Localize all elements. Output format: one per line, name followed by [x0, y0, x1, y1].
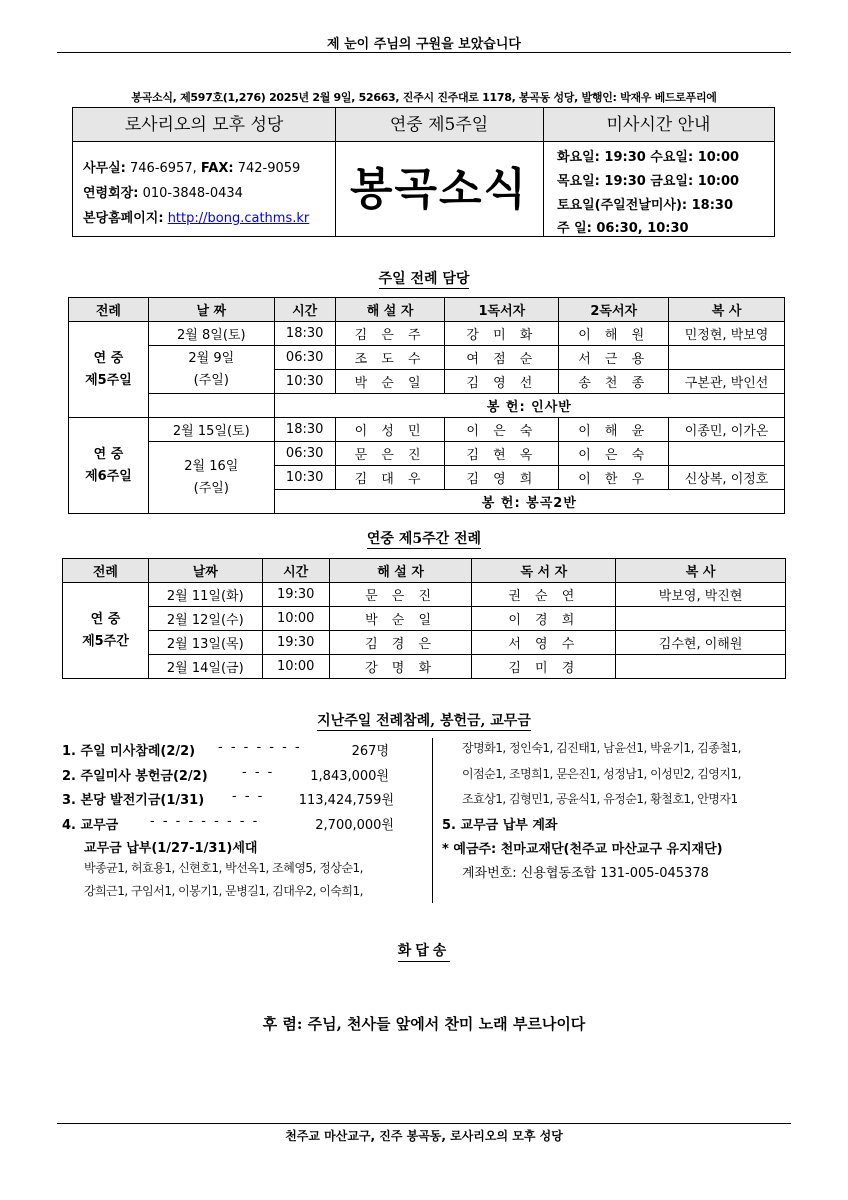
date-cell: 2월 9일 (주일) — [148, 346, 274, 394]
account-number: 계좌번호: 신용협동조합 131-005-045378 — [462, 866, 709, 881]
fax-label: FAX: — [200, 161, 234, 176]
response-refrain: 후 렴: 주님, 천사들 앞에서 찬미 노래 부르나이다 — [262, 1015, 586, 1033]
reader1-cell: 여 점 순 — [445, 346, 559, 370]
col-header: 전례 — [63, 559, 149, 583]
col-header: 해 설 자 — [335, 298, 445, 322]
homepage — [83, 207, 309, 226]
office-contact — [83, 157, 300, 176]
reader2-cell: 이 은 숙 — [559, 442, 669, 466]
homepage-label: 본당홈페이지: — [83, 211, 164, 226]
reader2-cell: 이 한 우 — [559, 466, 669, 490]
reader-cell: 이 경 희 — [472, 607, 616, 631]
mass-time-line: 화요일: 19:30 수요일: 10:00 — [557, 150, 740, 165]
table-row — [63, 583, 786, 607]
stat-label: 4. 교무금 — [62, 818, 119, 833]
offering-cell: 봉 헌: 봉곡2반 — [274, 490, 784, 514]
col-header: 전례 — [69, 298, 149, 322]
payers-title: 교무금 납부(1/27-1/31)세대 — [84, 841, 258, 856]
server-cell: 민정현, 박보영 — [669, 322, 785, 346]
date-cell: 2월 15일(토) — [148, 418, 274, 442]
reader-cell: 서 영 수 — [472, 631, 616, 655]
time-cell: 06:30 — [274, 442, 335, 466]
liturgy-group: 연 중 제5주일 — [69, 322, 149, 418]
payer-list: 박종균1, 허효용1, 신현호1, 박선옥1, 조혜영5, 정상순1, — [84, 861, 363, 875]
col-header: 시간 — [274, 298, 335, 322]
commentator-cell: 문 은 진 — [335, 442, 445, 466]
table-row — [69, 394, 785, 418]
council-contact — [83, 182, 243, 201]
time-cell: 10:00 — [262, 607, 329, 631]
time-cell: 18:30 — [274, 418, 335, 442]
col-header: 복 사 — [669, 298, 785, 322]
weekday-liturgy-title: 연중 제5주간 전례 — [366, 531, 482, 547]
col-header: 날짜 — [148, 559, 262, 583]
time-cell: 10:00 — [262, 655, 329, 679]
server-cell — [669, 442, 785, 466]
date-cell: 2월 14일(금) — [148, 655, 262, 679]
stat-dash: - - - - - - - — [218, 740, 302, 755]
council-number: 010-3848-0434 — [142, 186, 243, 201]
table-row — [63, 631, 786, 655]
col-header: 2독서자 — [559, 298, 669, 322]
mass-schedule-title: 미사시간 안내 — [606, 115, 711, 135]
commentator-cell: 김 대 우 — [335, 466, 445, 490]
parish-name: 로사리오의 모후 성당 — [124, 115, 284, 135]
time-cell: 10:30 — [274, 466, 335, 490]
time-cell: 18:30 — [274, 322, 335, 346]
commentator-cell: 문 은 진 — [329, 583, 472, 607]
table-row — [69, 418, 785, 442]
commentator-cell: 조 도 수 — [335, 346, 445, 370]
col-header: 시간 — [262, 559, 329, 583]
table-header-row — [69, 298, 785, 322]
reader1-cell: 김 현 옥 — [445, 442, 559, 466]
header-divider — [543, 108, 544, 236]
payer-list: 이점순1, 조명희1, 문은진1, 성정남1, 이성민2, 김영지1, — [462, 767, 741, 781]
liturgy-group: 연 중 제6주일 — [69, 418, 149, 514]
col-header: 날 짜 — [148, 298, 274, 322]
reader2-cell: 이 해 원 — [559, 322, 669, 346]
commentator-cell: 김 은 주 — [335, 322, 445, 346]
server-cell — [616, 607, 786, 631]
server-cell: 박보영, 박진현 — [616, 583, 786, 607]
col-header: 해 설 자 — [329, 559, 472, 583]
sunday-liturgy-table — [68, 297, 785, 514]
time-cell: 19:30 — [262, 583, 329, 607]
reader1-cell: 김 영 희 — [445, 466, 559, 490]
col-header: 독 서 자 — [472, 559, 616, 583]
stat-value: 2,700,000원 — [315, 818, 394, 833]
footer-text: 천주교 마산교구, 진주 봉곡동, 로사리오의 모후 성당 — [285, 1129, 563, 1143]
commentator-cell: 김 경 은 — [329, 631, 472, 655]
stat-dash: - - - — [232, 789, 265, 804]
commentator-cell: 박 순 일 — [335, 370, 445, 394]
date-cell: 2월 11일(화) — [148, 583, 262, 607]
date-cell: 2월 13일(목) — [148, 631, 262, 655]
top-divider — [57, 52, 791, 53]
fax-number: 742-9059 — [237, 161, 301, 176]
bulletin-logo: 봉곡소식 — [349, 164, 528, 215]
stat-value: 1,843,000원 — [310, 769, 389, 784]
account-depositor: * 예금주: 천마교재단(천주교 마산교구 유지재단) — [442, 842, 723, 857]
table-row — [63, 607, 786, 631]
office-label: 사무실: — [83, 161, 126, 176]
reader-cell: 권 순 연 — [472, 583, 616, 607]
server-cell: 김수현, 이해원 — [616, 631, 786, 655]
date-cell — [148, 394, 274, 418]
mass-time-line: 목요일: 19:30 금요일: 10:00 — [557, 174, 740, 189]
payer-list: 장명화1, 정인숙1, 김진태1, 남윤선1, 박윤기1, 김종철1, — [462, 741, 741, 755]
mass-time-line: 주 일: 06:30, 10:30 — [557, 221, 689, 236]
footer-divider — [57, 1123, 791, 1124]
reader1-cell: 이 은 숙 — [445, 418, 559, 442]
server-cell: 신상복, 이정호 — [669, 466, 785, 490]
time-cell: 10:30 — [274, 370, 335, 394]
table-row — [69, 442, 785, 466]
stat-dash: - - - - - - - - - — [150, 814, 260, 829]
table-row — [69, 322, 785, 346]
time-cell: 06:30 — [274, 346, 335, 370]
col-header: 1독서자 — [445, 298, 559, 322]
reader2-cell: 송 천 종 — [559, 370, 669, 394]
time-cell: 19:30 — [262, 631, 329, 655]
stat-label: 3. 본당 발전기금(1/31) — [62, 793, 205, 808]
liturgical-week: 연중 제5주일 — [389, 115, 489, 135]
reader1-cell: 김 영 선 — [445, 370, 559, 394]
response-title: 화답송 — [0, 940, 848, 960]
date-cell: 2월 8일(토) — [148, 322, 274, 346]
stat-value: 267명 — [351, 744, 389, 759]
date-cell: 2월 16일 (주일) — [148, 442, 274, 514]
stats-divider — [432, 738, 433, 903]
offering-cell: 봉 헌: 인사반 — [274, 394, 784, 418]
header-box — [72, 107, 775, 237]
stat-label: 2. 주일미사 봉헌금(2/2) — [62, 769, 208, 784]
reader1-cell: 강 미 화 — [445, 322, 559, 346]
table-header-row — [63, 559, 786, 583]
server-cell: 구본관, 박인선 — [669, 370, 785, 394]
col-header: 복 사 — [616, 559, 786, 583]
commentator-cell: 이 성 민 — [335, 418, 445, 442]
table-row — [63, 655, 786, 679]
stat-dash: - - - — [242, 765, 275, 780]
commentator-cell: 박 순 일 — [329, 607, 472, 631]
top-quote: 제 눈이 주님의 구원을 보았습니다 — [327, 37, 521, 52]
account-title: 5. 교무금 납부 계좌 — [442, 818, 558, 833]
server-cell — [669, 346, 785, 370]
office-number: 746-6957, — [130, 161, 197, 176]
reader2-cell: 서 근 용 — [559, 346, 669, 370]
payer-list: 조효상1, 김형민1, 공윤식1, 유정순1, 황철호1, 안명자1 — [462, 792, 738, 806]
stat-value: 113,424,759원 — [298, 793, 394, 808]
homepage-link[interactable]: http://bong.cathms.kr — [167, 211, 310, 226]
sunday-liturgy-title: 주일 전례 담당 — [378, 271, 470, 287]
payer-list: 강희근1, 구임서1, 이봉기1, 문병길1, 김대우2, 이숙희1, — [84, 884, 363, 898]
stats-title: 지난주일 전례참례, 봉헌금, 교무금 — [317, 713, 531, 729]
date-cell: 2월 12일(수) — [148, 607, 262, 631]
server-cell — [616, 655, 786, 679]
mass-time-line: 토요일(주일전날미사): 18:30 — [557, 198, 734, 213]
liturgy-group: 연 중 제5주간 — [63, 583, 149, 679]
stat-label: 1. 주일 미사참례(2/2) — [62, 744, 196, 759]
reader-cell: 김 미 경 — [472, 655, 616, 679]
commentator-cell: 강 명 화 — [329, 655, 472, 679]
masthead-info: 봉곡소식, 제597호(1,276) 2025년 2월 9일, 52663, 진주시 진주대로 1178, 봉곡동 성당, 발행인: 박재우 베드로푸리에 — [131, 91, 717, 104]
table-row — [69, 346, 785, 370]
reader2-cell: 이 해 윤 — [559, 418, 669, 442]
server-cell: 이종민, 이가온 — [669, 418, 785, 442]
weekday-liturgy-table — [62, 558, 786, 679]
stat-item — [62, 740, 195, 759]
council-label: 연령회장: — [83, 186, 139, 201]
